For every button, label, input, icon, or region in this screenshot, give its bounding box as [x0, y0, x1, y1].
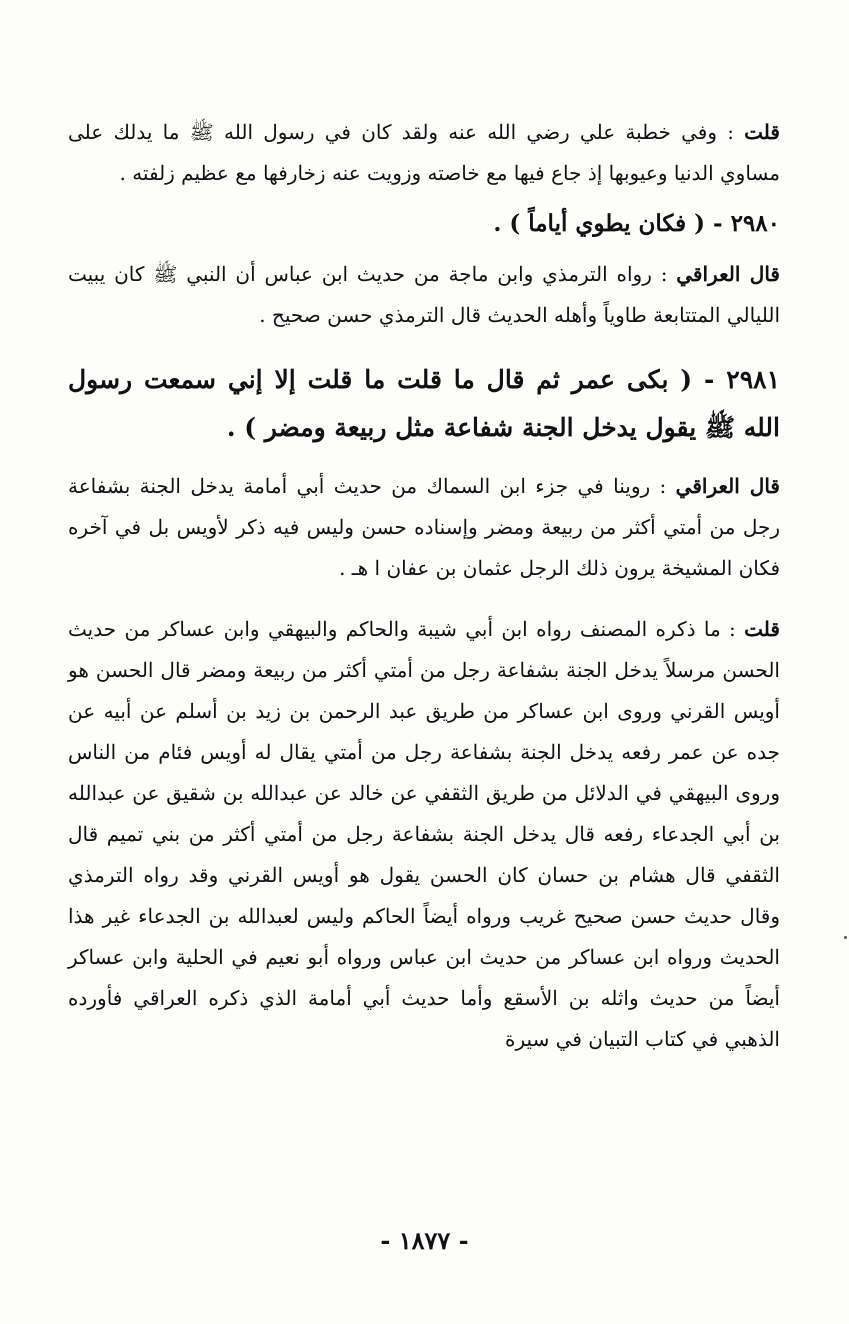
paragraph-6-text: : ما ذكره المصنف رواه ابن أبي شيبة والحاكم والبيهقي وابن عساكر من حديث الحسن مرسلاً يدخل الجنة بشفاعة رجل من أمتي أكثر من ربيعة ومضر قال الحسن هو أويس القرني وروى ابن عساكر من طريق عبد الرحمن بن زيد بن أسلم عن أبيه عن جده عن عمر رفعه يدخل الجنة بشفاعة رجل من أمتي يقال له أويس فئام من الناس وروى البيهقي في الدلائل من طريق الثقفي عن خالد عن عبدالله بن شقيق عن عبدالله بن أبي الجدعاء رفعه قال يدخل الجنة بشفاعة رجل من أمتي أكثر من بني تميم قال الثقفي قال هشام بن حسان كان الحسن يقول هو أويس القرني وقد رواه الترمذي وقال حديث حسن صحيح غريب ورواه أيضاً الحاكم وليس لعبدالله بن الجدعاء غير هذا الحديث ورواه ابن عساكر من حديث ابن عباس ورواه أبو نعيم في الحلية وابن عساكر أيضاً من حديث واثله بن الأسقع وأما حديث أبي أمامة الذي ذكره العراقي فأورده الذهبي في كتاب التبيان في سيرة: [68, 617, 780, 1051]
paragraph-1-text: : وفي خطبة علي رضي الله عنه ولقد كان في رسول الله ﷺ ما يدلك على مساوي الدنيا وعيوبها إذ جاع فيها مع خاصته وزويت عنه زخارفها مع عظيم زلفته .: [68, 120, 780, 185]
page-number: - ١٨٧٧ -: [380, 1226, 469, 1255]
paragraph-1-lead: قلت: [744, 120, 780, 144]
paragraph-3-lead: قال العراقي: [676, 262, 780, 286]
paragraph-6-lead: قلت: [744, 617, 780, 641]
paragraph-5-lead: قال العراقي: [675, 474, 780, 498]
paragraph-5: [68, 466, 780, 589]
paragraph-5-text: : روينا في جزء ابن السماك من حديث أبي أمامة يدخل الجنة بشفاعة رجل من أمتي أكثر من ربيعة ومضر وإسناده حسن وليس فيه ذكر لأويس بل في آخره فكان المشيخة يرون ذلك الرجل عثمان بن عفان ا هـ .: [68, 474, 780, 580]
hadith-2980-title: ٢٩٨٠ - ( فكان يطوي أياماً ) .: [493, 210, 780, 237]
page-body: [68, 112, 780, 1060]
paragraph-1: [68, 112, 780, 194]
paragraph-3-text: : رواه الترمذي وابن ماجة من حديث ابن عباس أن النبي ﷺ كان يبيت الليالي المتتابعة طاوياً وأهله الحديث قال الترمذي حسن صحيح .: [68, 262, 780, 327]
hadith-2981-title: ٢٩٨١ - ( بكى عمر ثم قال ما قلت ما قلت إلا إني سمعت رسول الله ﷺ يقول يدخل الجنة شفاعة مثل ربيعة ومضر ) .: [68, 365, 780, 442]
paragraph-3: [68, 254, 780, 336]
scan-speck: [844, 936, 847, 939]
paragraph-6: [68, 609, 780, 1060]
